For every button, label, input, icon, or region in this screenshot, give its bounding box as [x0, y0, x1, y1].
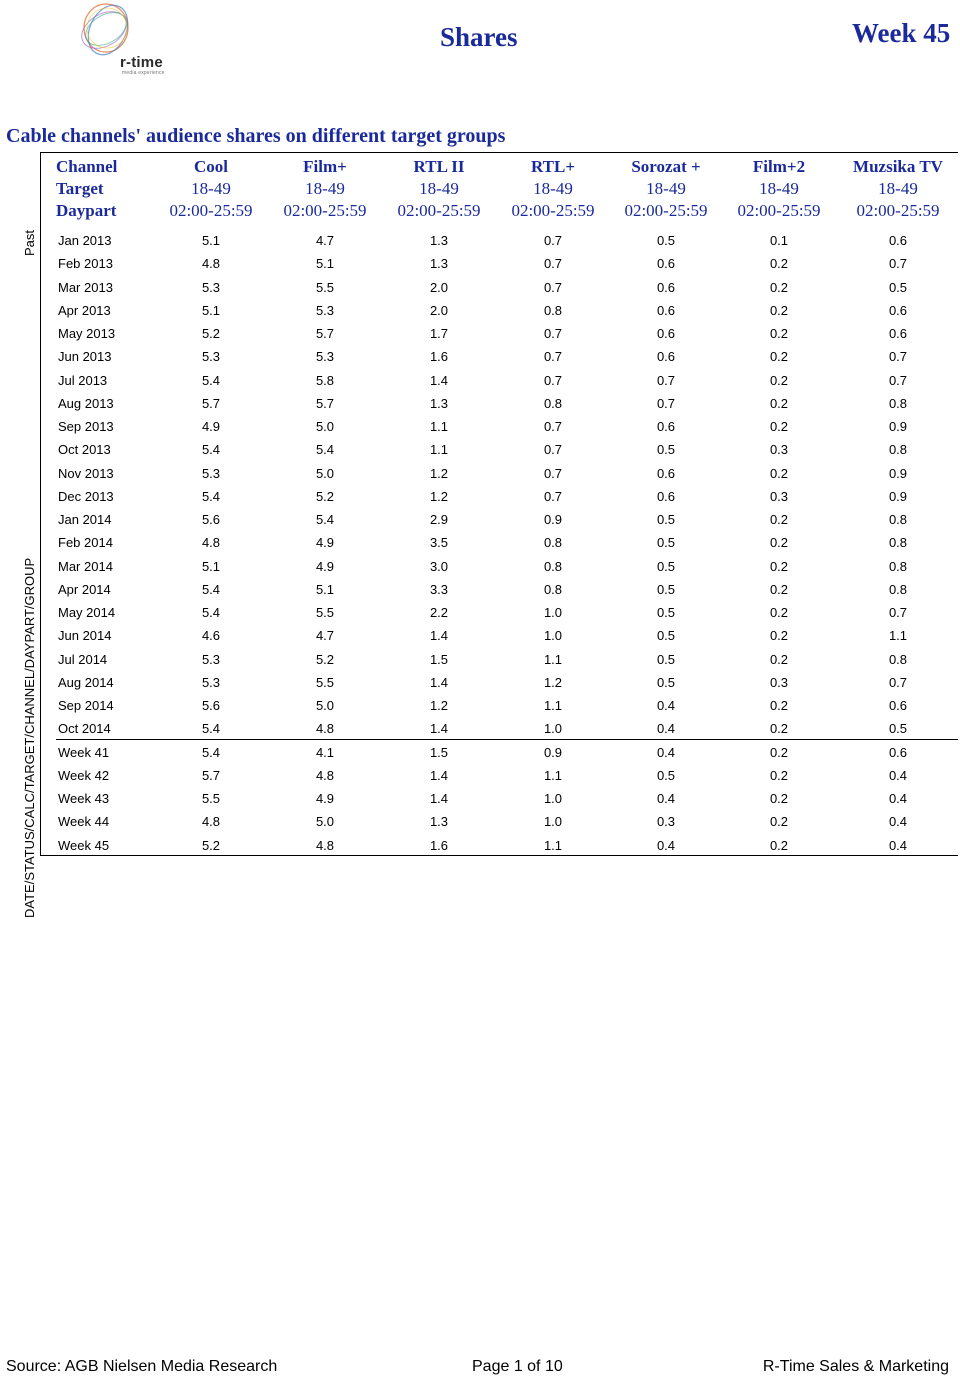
column-header-target: 18-49: [305, 179, 345, 198]
cell-value: 0.9: [888, 488, 908, 504]
cell-value: 0.7: [543, 326, 563, 341]
cell-value: 0.5: [888, 279, 908, 295]
cell-value: 0.6: [656, 302, 676, 318]
column-header-channel: Film+2: [752, 157, 806, 176]
cell-value: 0.2: [769, 721, 789, 737]
cell-value: 0.4: [656, 837, 676, 853]
cell-value: 0.5: [656, 628, 676, 644]
cell-value: 1.1: [543, 767, 563, 783]
cell-value: 5.0: [315, 814, 335, 830]
table-top-border: [40, 152, 958, 153]
cell-value: 0.8: [543, 558, 563, 574]
cell-value: 0.3: [769, 442, 789, 458]
cell-value: 0.8: [888, 395, 908, 411]
column-header: [606, 156, 726, 222]
column-header-target: 18-49: [533, 179, 573, 198]
cell-value: 0.7: [543, 442, 563, 458]
column-header-target: 18-49: [759, 179, 799, 198]
cell-value: 5.1: [201, 233, 221, 248]
cell-value: 1.3: [429, 256, 449, 272]
cell-value: 3.5: [429, 535, 449, 551]
cell-value: 5.3: [315, 349, 335, 365]
table-row: [0, 787, 960, 810]
row-label: Dec 2013: [58, 488, 114, 504]
cell-value: 0.5: [656, 581, 676, 597]
cell-value: 0.6: [656, 349, 676, 365]
cell-value: 5.2: [315, 488, 335, 504]
cell-value: 5.4: [315, 442, 335, 458]
row-label: Sep 2013: [58, 419, 114, 434]
target-row-label: Target: [56, 179, 104, 198]
row-label: Jun 2013: [58, 349, 112, 365]
row-label: Jul 2014: [58, 651, 108, 667]
cell-value: 0.7: [656, 372, 676, 388]
cell-value: 4.8: [201, 256, 221, 272]
column-header-daypart: 02:00-25:59: [856, 201, 940, 220]
cell-value: 0.4: [888, 791, 908, 806]
cell-value: 0.6: [656, 465, 676, 481]
footer-page: Page 1 of 10: [472, 1358, 563, 1375]
row-label: Nov 2013: [58, 465, 114, 481]
column-header-daypart: 02:00-25:59: [737, 201, 821, 220]
cell-value: 5.2: [201, 326, 221, 341]
table-row: [0, 717, 960, 740]
cell-value: 1.1: [543, 837, 563, 853]
cell-value: 1.0: [543, 814, 563, 830]
cell-value: 0.6: [656, 256, 676, 272]
cell-value: 5.6: [201, 512, 221, 527]
cell-value: 5.3: [201, 651, 221, 667]
cell-value: 0.8: [888, 581, 908, 597]
cell-value: 0.7: [888, 256, 908, 272]
table-row: [0, 229, 960, 252]
cell-value: 5.8: [315, 372, 335, 388]
logo-tagline: media experience: [122, 70, 165, 76]
cell-value: 2.0: [429, 302, 449, 318]
cell-value: 0.7: [543, 233, 563, 248]
cell-value: 0.2: [769, 814, 789, 830]
page-title: Shares: [440, 22, 518, 52]
cell-value: 5.0: [315, 465, 335, 481]
cell-value: 5.3: [201, 674, 221, 690]
row-label: Mar 2014: [58, 558, 113, 574]
cell-value: 0.4: [888, 767, 908, 783]
cell-value: 4.8: [315, 721, 335, 737]
column-header-daypart: 02:00-25:59: [397, 201, 481, 220]
cell-value: 1.4: [429, 791, 449, 806]
cell-value: 4.8: [201, 814, 221, 830]
row-label: Oct 2013: [58, 442, 111, 458]
column-header: [151, 156, 271, 222]
cell-value: 0.7: [656, 395, 676, 411]
table-row: [0, 531, 960, 554]
cell-value: 4.6: [201, 628, 221, 644]
cell-value: 0.2: [769, 628, 789, 644]
cell-value: 0.6: [888, 326, 908, 341]
cell-value: 1.1: [429, 419, 449, 434]
cell-value: 5.1: [201, 558, 221, 574]
cell-value: 4.7: [315, 233, 335, 248]
daypart-row-label: Daypart: [56, 201, 117, 220]
cell-value: 0.8: [888, 512, 908, 527]
row-label: Aug 2013: [58, 395, 114, 411]
row-label: Apr 2013: [58, 302, 111, 318]
cell-value: 0.5: [656, 512, 676, 527]
cell-value: 0.6: [656, 419, 676, 434]
cell-value: 1.1: [888, 628, 908, 644]
row-label: Feb 2014: [58, 535, 113, 551]
cell-value: 0.7: [543, 419, 563, 434]
cell-value: 0.2: [769, 605, 789, 620]
cell-value: 0.5: [656, 674, 676, 690]
cell-value: 5.4: [201, 581, 221, 597]
cell-value: 0.9: [543, 512, 563, 527]
row-label: Week 42: [58, 767, 110, 783]
cell-value: 1.3: [429, 233, 449, 248]
cell-value: 1.6: [429, 837, 449, 853]
cell-value: 5.4: [201, 442, 221, 458]
cell-value: 5.3: [201, 465, 221, 481]
cell-value: 0.2: [769, 767, 789, 783]
cell-value: 0.5: [656, 767, 676, 783]
cell-value: 0.7: [888, 674, 908, 690]
cell-value: 2.9: [429, 512, 449, 527]
cell-value: 5.2: [201, 837, 221, 853]
cell-value: 0.7: [543, 488, 563, 504]
table-row: [0, 601, 960, 624]
column-header: [493, 156, 613, 222]
cell-value: 1.4: [429, 372, 449, 388]
row-label: Oct 2014: [58, 721, 111, 737]
cell-value: 5.1: [315, 581, 335, 597]
cell-value: 0.2: [769, 837, 789, 853]
column-header-channel: Sorozat +: [631, 157, 701, 176]
cell-value: 1.2: [429, 488, 449, 504]
cell-value: 1.0: [543, 721, 563, 737]
cell-value: 0.2: [769, 581, 789, 597]
cell-value: 0.2: [769, 372, 789, 388]
cell-value: 0.8: [888, 558, 908, 574]
cell-value: 1.7: [429, 326, 449, 341]
cell-value: 1.2: [429, 465, 449, 481]
cell-value: 3.0: [429, 558, 449, 574]
cell-value: 0.8: [888, 535, 908, 551]
cell-value: 0.3: [769, 488, 789, 504]
cell-value: 5.0: [315, 698, 335, 713]
cell-value: 0.4: [888, 814, 908, 830]
cell-value: 1.0: [543, 605, 563, 620]
row-label: May 2014: [58, 605, 116, 620]
cell-value: 0.6: [656, 488, 676, 504]
cell-value: 5.1: [201, 302, 221, 318]
row-label: Mar 2013: [58, 279, 113, 295]
cell-value: 4.7: [315, 628, 335, 644]
cell-value: 4.8: [315, 837, 335, 853]
cell-value: 4.1: [315, 744, 335, 760]
cell-value: 0.8: [543, 535, 563, 551]
row-header-labels: [56, 156, 156, 222]
cell-value: 0.2: [769, 558, 789, 574]
cell-value: 0.6: [656, 326, 676, 341]
row-label: Jun 2014: [58, 628, 112, 644]
rtime-logo: [70, 2, 180, 78]
cell-value: 5.5: [315, 279, 335, 295]
cell-value: 0.3: [769, 674, 789, 690]
cell-value: 4.8: [201, 535, 221, 551]
cell-value: 0.2: [769, 535, 789, 551]
cell-value: 0.6: [888, 698, 908, 713]
cell-value: 4.8: [315, 767, 335, 783]
table-row: [0, 299, 960, 322]
cell-value: 0.9: [888, 419, 908, 434]
logo-wordmark: r-time: [120, 54, 163, 71]
cell-value: 0.2: [769, 279, 789, 295]
cell-value: 1.3: [429, 814, 449, 830]
column-header-channel: RTL+: [530, 157, 576, 176]
cell-value: 0.2: [769, 744, 789, 760]
cell-value: 1.2: [543, 674, 563, 690]
cell-value: 0.2: [769, 791, 789, 806]
cell-value: 4.9: [201, 419, 221, 434]
cell-value: 5.4: [201, 605, 221, 620]
table-row: [0, 252, 960, 275]
cell-value: 1.1: [543, 651, 563, 667]
table-row: [0, 555, 960, 578]
cell-value: 0.8: [543, 302, 563, 318]
cell-value: 0.2: [769, 349, 789, 365]
cell-value: 0.5: [656, 558, 676, 574]
cell-value: 5.7: [201, 767, 221, 783]
cell-value: 0.7: [543, 256, 563, 272]
cell-value: 0.9: [888, 465, 908, 481]
table-row: [0, 276, 960, 299]
cell-value: 0.4: [656, 791, 676, 806]
row-label: Jan 2014: [58, 512, 112, 527]
table-row: [0, 369, 960, 392]
cell-value: 0.1: [769, 233, 789, 248]
cell-value: 4.9: [315, 535, 335, 551]
cell-value: 0.7: [543, 372, 563, 388]
cell-value: 5.3: [315, 302, 335, 318]
column-header-daypart: 02:00-25:59: [624, 201, 708, 220]
cell-value: 1.5: [429, 744, 449, 760]
cell-value: 0.6: [888, 744, 908, 760]
cell-value: 0.2: [769, 419, 789, 434]
cell-value: 0.7: [888, 349, 908, 365]
cell-value: 0.5: [656, 605, 676, 620]
row-label: Week 44: [58, 814, 110, 830]
cell-value: 0.8: [888, 442, 908, 458]
column-header: [265, 156, 385, 222]
cell-value: 1.4: [429, 721, 449, 737]
table-row: [0, 462, 960, 485]
cell-value: 5.7: [315, 395, 335, 411]
footer-company: R-Time Sales & Marketing: [762, 1358, 949, 1375]
cell-value: 1.4: [429, 674, 449, 690]
row-label: Week 45: [58, 837, 110, 853]
column-header-target: 18-49: [646, 179, 686, 198]
cell-value: 5.4: [201, 744, 221, 760]
cell-value: 0.6: [656, 279, 676, 295]
cell-value: 5.5: [315, 605, 335, 620]
cell-value: 5.2: [315, 651, 335, 667]
cell-value: 0.2: [769, 256, 789, 272]
cell-value: 0.4: [656, 698, 676, 713]
table-row: [0, 694, 960, 717]
column-header-daypart: 02:00-25:59: [511, 201, 595, 220]
table-row: [0, 624, 960, 647]
column-header-daypart: 02:00-25:59: [283, 201, 367, 220]
cell-value: 5.4: [201, 372, 221, 388]
column-header-channel: Film+: [303, 157, 347, 176]
cell-value: 5.4: [201, 721, 221, 737]
cell-value: 1.4: [429, 767, 449, 783]
cell-value: 1.6: [429, 349, 449, 365]
cell-value: 5.0: [315, 419, 335, 434]
cell-value: 3.3: [429, 581, 449, 597]
table-row: [0, 508, 960, 531]
column-header-channel: Muzsika TV: [853, 157, 943, 176]
table-row: [0, 578, 960, 601]
table-row: [0, 438, 960, 461]
footer-source: Source: AGB Nielsen Media Research: [6, 1358, 278, 1375]
table-row: [0, 764, 960, 787]
row-label: Week 41: [58, 744, 110, 760]
side-caption-text: DATE/STATUS/CALC/TARGET/CHANNEL/DAYPART/GROUP: [22, 557, 37, 918]
cell-value: 0.8: [543, 581, 563, 597]
cell-value: 1.0: [543, 791, 563, 806]
column-header: [379, 156, 499, 222]
cell-value: 5.4: [315, 512, 335, 527]
cell-value: 1.3: [429, 395, 449, 411]
cell-value: 0.8: [888, 651, 908, 667]
cell-value: 0.7: [543, 279, 563, 295]
cell-value: 0.7: [888, 372, 908, 388]
column-header-daypart: 02:00-25:59: [169, 201, 253, 220]
cell-value: 0.5: [888, 721, 908, 737]
table-row: [0, 485, 960, 508]
cell-value: 5.3: [201, 279, 221, 295]
row-label: Apr 2014: [58, 581, 111, 597]
row-label: Jul 2013: [58, 372, 108, 388]
cell-value: 5.5: [315, 674, 335, 690]
cell-value: 0.2: [769, 302, 789, 318]
column-header-channel: RTL II: [413, 157, 465, 176]
cell-value: 0.5: [656, 233, 676, 248]
cell-value: 0.9: [543, 744, 563, 760]
cell-value: 5.7: [201, 395, 221, 411]
table-row: [0, 834, 960, 857]
cell-value: 0.2: [769, 326, 789, 341]
table-row: [0, 322, 960, 345]
cell-value: 0.4: [656, 744, 676, 760]
cell-value: 4.9: [315, 791, 335, 806]
row-label: Sep 2014: [58, 698, 114, 713]
column-header: [719, 156, 839, 222]
cell-value: 1.1: [429, 442, 449, 458]
report-title: Cable channels' audience shares on different target groups: [6, 125, 506, 147]
cell-value: 1.4: [429, 628, 449, 644]
cell-value: 0.4: [888, 837, 908, 853]
table-row: [0, 415, 960, 438]
cell-value: 0.2: [769, 651, 789, 667]
cell-value: 0.2: [769, 512, 789, 527]
channel-row-label: Channel: [56, 157, 118, 176]
column-header-target: 18-49: [878, 179, 918, 198]
cell-value: 0.2: [769, 465, 789, 481]
cell-value: 5.7: [315, 326, 335, 341]
cell-value: 0.2: [769, 395, 789, 411]
cell-value: 0.5: [656, 651, 676, 667]
cell-value: 0.7: [888, 605, 908, 620]
cell-value: 5.5: [201, 791, 221, 806]
cell-value: 0.7: [543, 349, 563, 365]
week-title: Week 45: [852, 18, 951, 48]
table-row: [0, 741, 960, 764]
cell-value: 0.5: [656, 442, 676, 458]
cell-value: 5.3: [201, 349, 221, 365]
table-row: [0, 392, 960, 415]
table-row: [0, 671, 960, 694]
cell-value: 5.6: [201, 698, 221, 713]
cell-value: 2.2: [429, 605, 449, 620]
cell-value: 0.3: [656, 814, 676, 830]
cell-value: 0.7: [543, 465, 563, 481]
cell-value: 0.8: [543, 395, 563, 411]
cell-value: 4.9: [315, 558, 335, 574]
table-row: [0, 345, 960, 368]
cell-value: 5.1: [315, 256, 335, 272]
column-header-target: 18-49: [419, 179, 459, 198]
cell-value: 5.4: [201, 488, 221, 504]
row-label: Week 43: [58, 791, 110, 806]
cell-value: 1.0: [543, 628, 563, 644]
cell-value: 0.5: [656, 535, 676, 551]
cell-value: 0.4: [656, 721, 676, 737]
cell-value: 1.5: [429, 651, 449, 667]
cell-value: 1.2: [429, 698, 449, 713]
column-header-channel: Cool: [194, 157, 228, 176]
column-header-target: 18-49: [191, 179, 231, 198]
row-label: Feb 2013: [58, 256, 113, 272]
cell-value: 0.2: [769, 698, 789, 713]
table-row: [0, 648, 960, 671]
row-label: Aug 2014: [58, 674, 114, 690]
column-header: [838, 156, 958, 222]
row-label: May 2013: [58, 326, 116, 341]
cell-value: 1.1: [543, 698, 563, 713]
table-row: [0, 810, 960, 833]
cell-value: 0.6: [888, 302, 908, 318]
cell-value: 2.0: [429, 279, 449, 295]
cell-value: 0.6: [888, 233, 908, 248]
side-caption-past: Past: [22, 229, 37, 256]
row-label: Jan 2013: [58, 233, 112, 248]
